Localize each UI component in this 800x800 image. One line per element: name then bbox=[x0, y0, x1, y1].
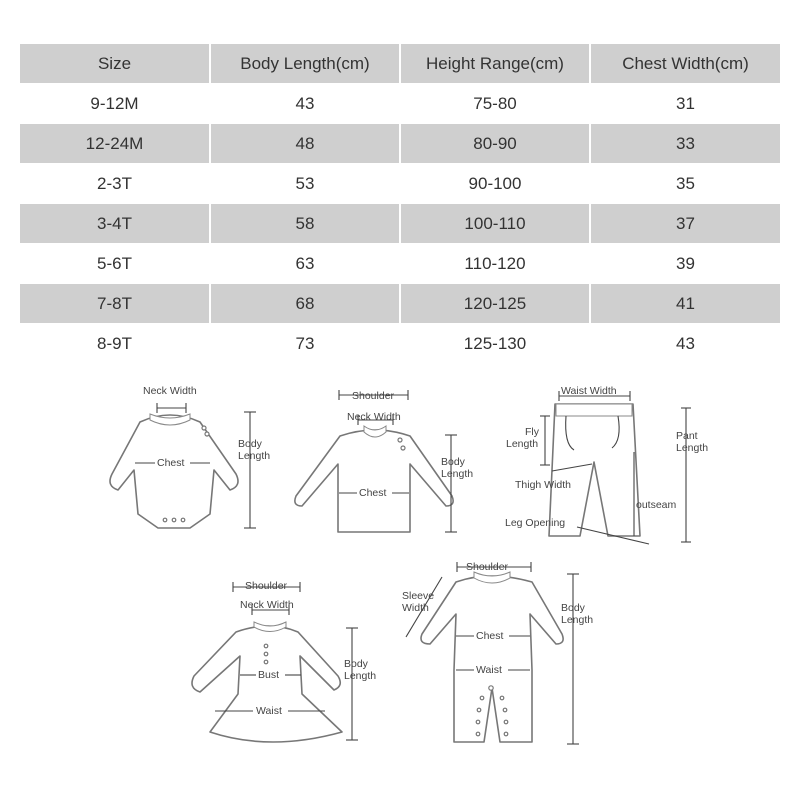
table-row bbox=[20, 324, 780, 364]
romper-length-label: Length bbox=[561, 614, 594, 626]
cell-height-range: 120-125 bbox=[400, 284, 590, 324]
cell-height-range: 100-110 bbox=[400, 204, 590, 244]
size-chart-table bbox=[20, 44, 780, 364]
pants-fly-length-label: Length bbox=[506, 438, 539, 450]
bodysuit-body-label: Body bbox=[238, 438, 262, 450]
pants-outseam-label: outseam bbox=[636, 499, 677, 511]
table-row bbox=[20, 284, 780, 324]
shirt-neck-width-label: Neck Width bbox=[347, 411, 401, 423]
cell-body-length: 48 bbox=[210, 124, 400, 164]
dress-shoulder-label: Shoulder bbox=[245, 580, 288, 592]
shirt-body-label: Body bbox=[441, 456, 465, 468]
dress-length-label: Length bbox=[344, 670, 377, 682]
shirt-diagram bbox=[295, 390, 473, 532]
dress-diagram bbox=[192, 580, 376, 742]
measurement-diagrams bbox=[0, 370, 800, 800]
header-size: Size bbox=[20, 44, 210, 84]
cell-body-length: 43 bbox=[210, 84, 400, 124]
cell-chest-width: 35 bbox=[590, 164, 780, 204]
dress-neck-width-label: Neck Width bbox=[240, 599, 294, 611]
romper-body-label: Body bbox=[561, 602, 585, 614]
table-row bbox=[20, 124, 780, 164]
pants-fly-label: Fly bbox=[525, 426, 539, 438]
romper-width-label: Width bbox=[402, 602, 429, 614]
cell-chest-width: 41 bbox=[590, 284, 780, 324]
shirt-shoulder-label: Shoulder bbox=[352, 390, 395, 402]
table-row bbox=[20, 204, 780, 244]
cell-body-length: 68 bbox=[210, 284, 400, 324]
header-chest-width: Chest Width(cm) bbox=[590, 44, 780, 84]
cell-size: 3-4T bbox=[20, 204, 210, 244]
table-row bbox=[20, 244, 780, 284]
header-height-range: Height Range(cm) bbox=[400, 44, 590, 84]
bodysuit-length-label: Length bbox=[238, 450, 271, 462]
cell-height-range: 80-90 bbox=[400, 124, 590, 164]
bodysuit-neck-width-label: Neck Width bbox=[143, 385, 197, 397]
cell-size: 9-12M bbox=[90, 93, 139, 113]
cell-chest-width: 39 bbox=[590, 244, 780, 284]
cell-body-length: 63 bbox=[210, 244, 400, 284]
pants-pant-label: Pant bbox=[676, 430, 698, 442]
cell-body-length: 58 bbox=[210, 204, 400, 244]
cell-size: 8-9T bbox=[97, 333, 132, 353]
romper-chest-label: Chest bbox=[476, 630, 504, 642]
cell-height-range: 125-130 bbox=[400, 324, 590, 364]
cell-chest-width: 33 bbox=[590, 124, 780, 164]
cell-chest-width: 31 bbox=[590, 84, 780, 124]
cell-body-length: 53 bbox=[210, 164, 400, 204]
cell-size: 5-6T bbox=[97, 253, 132, 273]
pants-waist-width-label: Waist Width bbox=[561, 385, 617, 397]
cell-chest-width: 43 bbox=[590, 324, 780, 364]
cell-size: 7-8T bbox=[20, 284, 210, 324]
cell-height-range: 75-80 bbox=[400, 84, 590, 124]
pants-diagram bbox=[505, 385, 708, 544]
dress-body-label: Body bbox=[344, 658, 368, 670]
cell-size: 12-24M bbox=[20, 124, 210, 164]
romper-shoulder-label: Shoulder bbox=[466, 561, 509, 573]
romper-waist-label: Waist bbox=[476, 664, 502, 676]
romper-diagram bbox=[402, 561, 593, 744]
cell-chest-width: 37 bbox=[590, 204, 780, 244]
dress-waist-label: Waist bbox=[256, 705, 282, 717]
bodysuit-diagram bbox=[110, 385, 270, 528]
header-body-length: Body Length(cm) bbox=[210, 44, 400, 84]
shirt-length-label: Length bbox=[441, 468, 474, 480]
cell-height-range: 110-120 bbox=[400, 244, 590, 284]
cell-size: 2-3T bbox=[97, 173, 132, 193]
dress-bust-label: Bust bbox=[258, 669, 280, 681]
pants-pant-length-label: Length bbox=[676, 442, 709, 454]
table-header-row bbox=[20, 44, 780, 84]
table-row bbox=[20, 164, 780, 204]
pants-thigh-width-label: Thigh Width bbox=[515, 479, 572, 491]
table-row bbox=[20, 84, 780, 124]
romper-sleeve-label: Sleeve bbox=[402, 590, 435, 602]
shirt-chest-label: Chest bbox=[359, 487, 387, 499]
cell-body-length: 73 bbox=[210, 324, 400, 364]
pants-leg-opening-label: Leg Opening bbox=[505, 517, 566, 529]
cell-height-range: 90-100 bbox=[400, 164, 590, 204]
bodysuit-chest-label: Chest bbox=[157, 457, 185, 469]
